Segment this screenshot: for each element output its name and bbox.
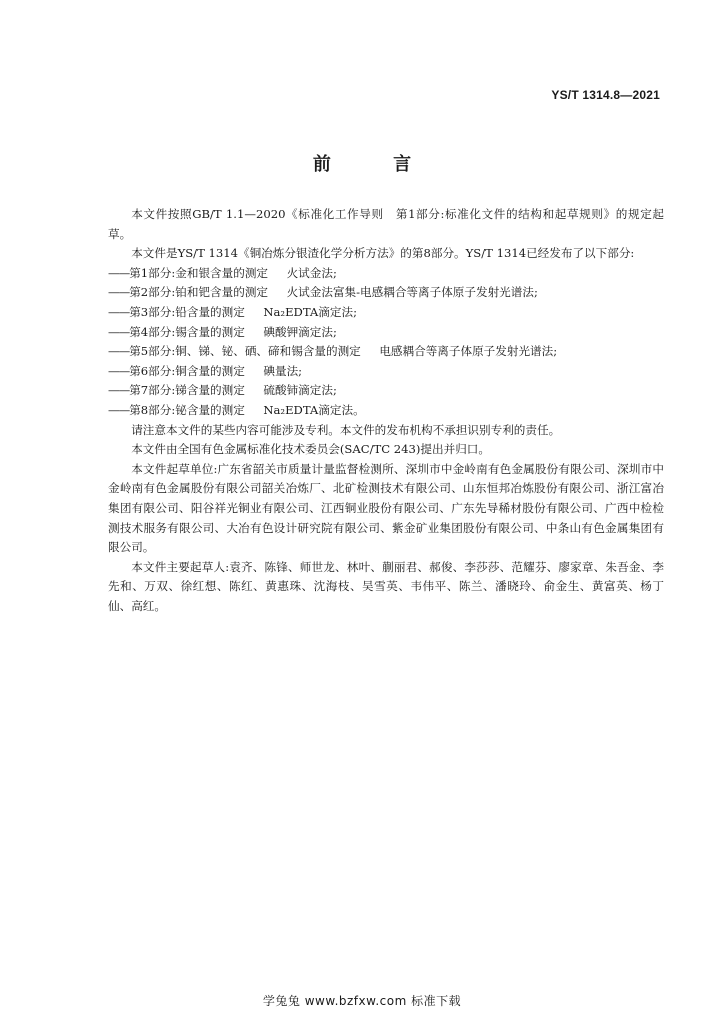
part-method: 火试金法富集-电感耦合等离子体原子发射光谱法;: [286, 285, 538, 300]
list-item: ——第8部分:铋含量的测定 Na₂EDTA滴定法。: [108, 402, 365, 417]
paragraph-patent-notice: 请注意本文件的某些内容可能涉及专利。本文件的发布机构不承担识别专利的责任。: [131, 422, 561, 437]
part-title: 第2部分:铂和钯含量的测定: [129, 285, 269, 300]
list-item: ——第4部分:锡含量的测定 碘酸钾滴定法;: [108, 324, 337, 339]
paragraph-series-intro: 本文件是YS/T 1314《铜冶炼分银渣化学分析方法》的第8部分。YS/T 1314已经发布了以下部分:: [131, 246, 635, 261]
foreword-body: [108, 205, 664, 616]
parts-list: [108, 264, 664, 421]
footer-watermark: 学兔兔 www.bzfxw.com 标准下载: [262, 994, 462, 1008]
part-method: 电感耦合等离子体原子发射光谱法;: [379, 344, 558, 359]
part-method: 碘量法;: [263, 363, 303, 378]
page-title: 前 言: [312, 154, 440, 175]
list-item: ——第3部分:铅含量的测定 Na₂EDTA滴定法;: [108, 304, 357, 319]
list-item: ——第2部分:铂和钯含量的测定 火试金法富集-电感耦合等离子体原子发射光谱法;: [108, 285, 538, 300]
paragraph-proposer: 本文件由全国有色金属标准化技术委员会(SAC/TC 243)提出并归口。: [131, 442, 490, 457]
paragraph-drafting-units: 本文件起草单位:广东省韶关市质量计量监督检测所、深圳市中金岭南有色金属股份有限公司、深圳市中金岭南有色金属股份有限公司韶关冶炼厂、北矿检测技术有限公司、山东恒邦冶炼股份有限公司、浙江富冶集团有限公司、阳谷祥光铜业有限公司、江西铜业股份有限公司、广东先导稀材股份有限公司、广西中检检测技术服务有限公司、大冶有色设计研究院有限公司、紫金矿业集团股份有限公司、中条山有色金属集团有限公司。: [108, 461, 664, 555]
list-item: ——第5部分:铜、锑、铋、硒、碲和锡含量的测定 电感耦合等离子体原子发射光谱法;: [108, 344, 558, 359]
paragraph-drafters: 本文件主要起草人:袁齐、陈锋、师世龙、林叶、蒯丽君、郝俊、李莎莎、范耀芬、廖家章、朱吾金、李先和、万双、徐红想、陈红、黄惠珠、沈海枝、吴雪英、韦伟平、陈兰、潘晓玲、俞金生、黄富英、杨丁仙、高红。: [108, 559, 664, 613]
part-method: Na₂EDTA滴定法。: [263, 402, 365, 417]
paragraph-drafting-rules: 本文件按照GB/T 1.1—2020《标准化工作导则 第1部分:标准化文件的结构和起草规则》的规定起草。: [108, 207, 664, 241]
list-item: ——第1部分:金和银含量的测定 火试金法;: [108, 265, 337, 280]
list-item: ——第7部分:锑含量的测定 硫酸铈滴定法;: [108, 383, 337, 398]
part-method: 硫酸铈滴定法;: [263, 383, 337, 398]
part-method: 火试金法;: [286, 265, 337, 280]
part-title: 第7部分:锑含量的测定: [129, 383, 245, 398]
part-title: 第8部分:铋含量的测定: [129, 402, 245, 417]
part-title: 第1部分:金和银含量的测定: [129, 265, 269, 280]
part-title: 第5部分:铜、锑、铋、硒、碲和锡含量的测定: [129, 344, 361, 359]
part-method: Na₂EDTA滴定法;: [263, 304, 357, 319]
list-item: ——第6部分:铜含量的测定 碘量法;: [108, 363, 303, 378]
part-method: 碘酸钾滴定法;: [263, 324, 337, 339]
standard-code: YS/T 1314.8—2021: [551, 88, 660, 102]
part-title: 第4部分:锡含量的测定: [129, 324, 245, 339]
part-title: 第3部分:铅含量的测定: [129, 304, 245, 319]
part-title: 第6部分:铜含量的测定: [129, 363, 245, 378]
